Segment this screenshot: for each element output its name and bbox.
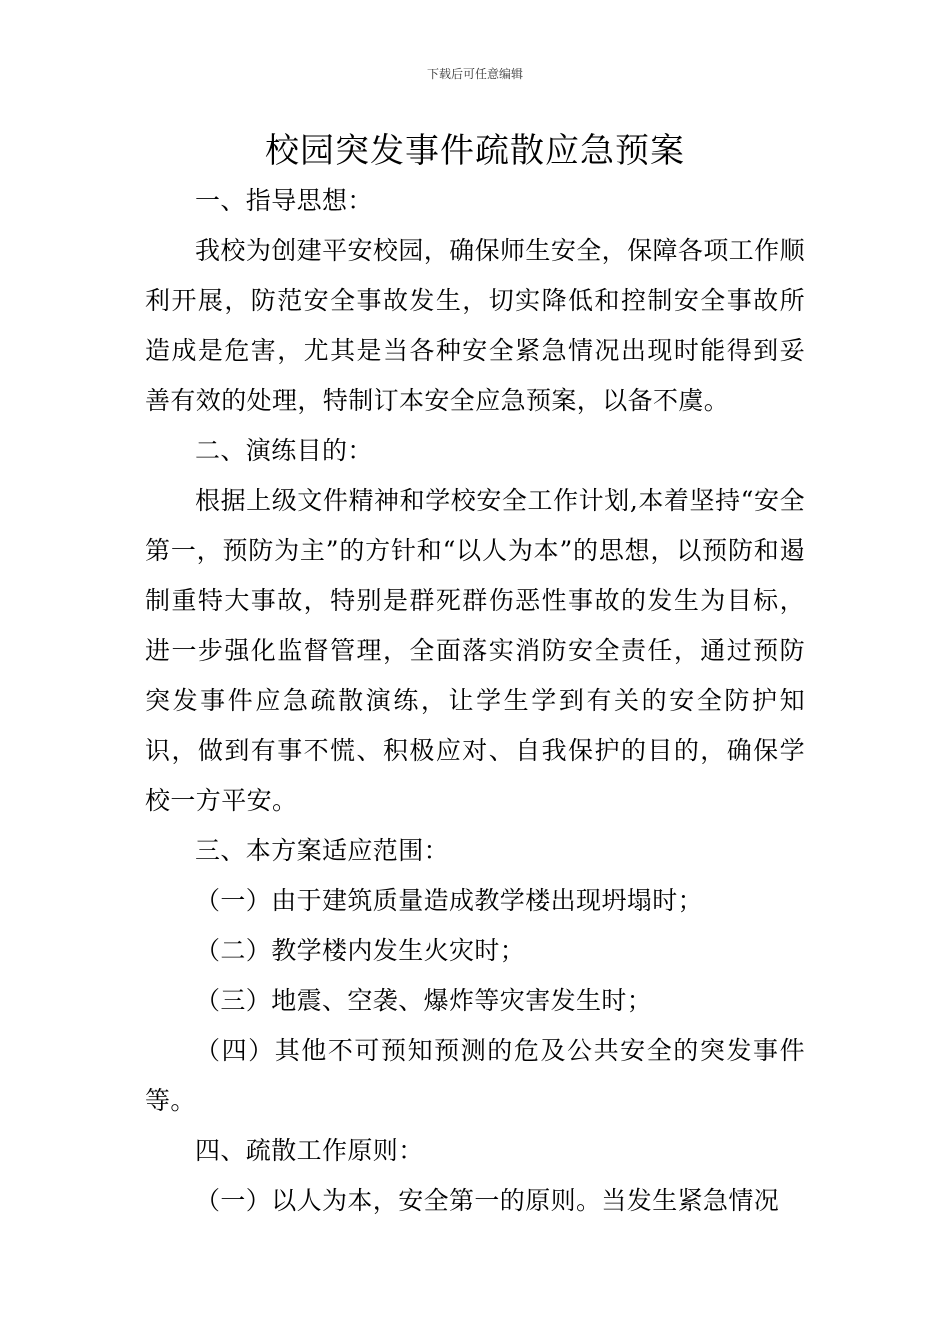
section-heading-principles: 四、疏散工作原则： bbox=[195, 1136, 424, 1165]
paragraph-drill-purpose: 根据上级文件精神和学校安全工作计划,本着坚持“安全第一，预防为主”的方针和“以人为本”的思想，以预防和遏制重特大事故，特别是群死群伤恶性事故的发生为目标，进一步强化监督管理，全面落实消防安全责任，通过预防突发事件应急疏散演练，让学生学到有关的安全防护知识，做到有事不慌、积极应对、自我保护的目的，确保学校一方平安。 bbox=[145, 486, 805, 815]
section-heading-scope: 三、本方案适应范围： bbox=[195, 836, 450, 865]
scope-item-4: （四）其他不可预知预测的危及公共安全的突发事件等。 bbox=[145, 1036, 805, 1115]
scope-item-1: （一）由于建筑质量造成教学楼出现坍塌时； bbox=[195, 886, 704, 915]
section-heading-drill-purpose: 二、演练目的： bbox=[195, 436, 373, 465]
paragraph-guiding-thought: 我校为创建平安校园，确保师生安全，保障各项工作顺利开展，防范安全事故发生，切实降低和控制安全事故所造成是危害，尤其是当各种安全紧急情况出现时能得到妥善有效的处理，特制订本安全应急预案，以备不虞。 bbox=[145, 236, 805, 415]
document-body bbox=[145, 176, 805, 1226]
header-note: 下载后可任意编辑 bbox=[426, 67, 523, 81]
section-heading-guiding-thought: 一、指导思想： bbox=[195, 186, 373, 215]
principle-item-1: （一）以人为本，安全第一的原则。当发生紧急情况 bbox=[195, 1186, 780, 1215]
document-title: 校园突发事件疏散应急预案 bbox=[265, 131, 685, 171]
scope-item-3: （三）地震、空袭、爆炸等灾害发生时； bbox=[195, 986, 653, 1015]
scope-item-2: （二）教学楼内发生火灾时； bbox=[195, 936, 526, 965]
